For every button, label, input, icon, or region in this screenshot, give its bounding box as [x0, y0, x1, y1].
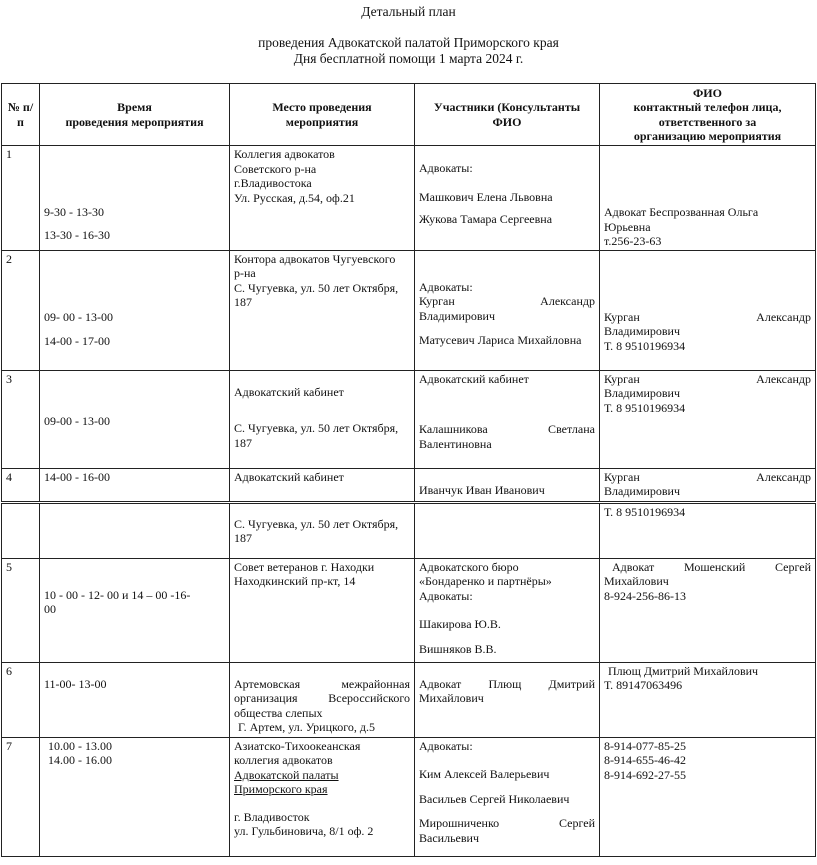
place-line: Адвокатский кабинет	[234, 384, 344, 399]
row-contact	[600, 146, 816, 251]
place-line: С. Чугуевка, ул. 50 лет Октября,	[234, 516, 399, 531]
contact-line: Курган Александр	[604, 371, 811, 386]
row-participants	[415, 146, 600, 251]
table-row	[2, 558, 816, 662]
place-line: С. Чугуевка, ул. 50 лет Октября,	[234, 421, 399, 435]
contact-phone: Т. 8 9510196934	[604, 504, 686, 519]
participants-heading: Адвокатского бюро	[419, 559, 519, 574]
contact-line: Владимирович	[604, 324, 680, 338]
participant-name: Васильев Сергей Николаевич	[419, 791, 570, 806]
header-time-line: Время	[117, 100, 152, 114]
header-num	[2, 84, 40, 146]
row-place	[230, 502, 415, 558]
row-num: 2	[2, 250, 40, 370]
participant-name: Шакирова Ю.В.	[419, 617, 501, 631]
participant-name: Калашникова Светлана	[419, 422, 595, 436]
row-contact	[600, 250, 816, 370]
row-num: 7	[2, 737, 40, 856]
place-line: общества слепых	[234, 705, 323, 720]
row-place	[230, 558, 415, 662]
row-time	[40, 250, 230, 370]
place-line: Контора адвокатов Чугуевского	[234, 251, 396, 266]
document-title: Детальный план	[361, 4, 456, 19]
row-place	[230, 737, 415, 856]
row-time	[40, 662, 230, 737]
contact-line: Адвокат Беспрозванная Ольга	[604, 205, 759, 219]
row-num: 1	[2, 146, 40, 251]
place-line: организация Всероссийского	[234, 691, 410, 705]
time-slot: 14-00 - 17-00	[44, 334, 110, 348]
header-contact-line: контактный телефон лица,	[633, 100, 782, 114]
place-line: С. Чугуевка, ул. 50 лет Октября,	[234, 280, 399, 295]
participant-name: Матусевич Лариса Михайловна	[419, 333, 582, 347]
table-row	[2, 737, 816, 856]
contact-phone: 8-914-692-27-55	[604, 767, 686, 782]
place-line: 187	[234, 531, 252, 545]
time-slot: 09-00 - 13-00	[44, 413, 110, 428]
participant-name: Вишняков В.В.	[419, 641, 497, 656]
place-line: г.Владивостока	[234, 176, 312, 190]
row-participants	[415, 250, 600, 370]
time-slot: 10.00 - 13.00	[48, 738, 112, 753]
row-num	[2, 502, 40, 558]
place-line: ул. Гульбиновича, 8/1 оф. 2	[234, 824, 374, 838]
row-participants	[415, 370, 600, 468]
contact-line: Владимирович	[604, 484, 680, 498]
row-time	[40, 737, 230, 856]
document-subtitle-1: проведения Адвокатской палатой Приморского края	[258, 35, 559, 50]
time-slot: 9-30 - 13-30	[44, 205, 104, 219]
participant-name: Адвокат Плющ Дмитрий	[419, 676, 595, 691]
row-participants	[415, 737, 600, 856]
contact-phone: Т. 89147063496	[604, 678, 683, 692]
contact-phone: 8-914-655-46-42	[604, 753, 686, 767]
document-subtitle-2: Дня бесплатной помощи 1 марта 2024 г.	[293, 51, 524, 66]
contact-line: Курган Александр	[604, 469, 811, 484]
table-row	[2, 250, 816, 370]
place-line: Приморского края	[234, 782, 328, 796]
time-slot: 14.00 - 16.00	[48, 753, 112, 767]
row-participants	[415, 662, 600, 737]
place-line: Азиатско-Тихоокеанская	[234, 738, 361, 753]
table-header-row	[2, 84, 816, 146]
row-time	[40, 502, 230, 558]
row-time	[40, 558, 230, 662]
contact-line: Плющ Дмитрий Михайлович	[608, 663, 759, 678]
place-line: Находкинский пр-кт, 14	[234, 574, 356, 588]
place-line: Коллегия адвокатов	[234, 147, 335, 161]
row-contact	[600, 502, 816, 558]
row-participants	[415, 468, 600, 502]
contact-line: Юрьевна	[604, 219, 651, 234]
place-line: г. Владивосток	[234, 809, 310, 824]
participant-name: Валентиновна	[419, 436, 492, 451]
participant-name: Курган Александр	[419, 294, 595, 308]
participants-heading: Адвокаты:	[419, 279, 473, 294]
row-time	[40, 370, 230, 468]
contact-line: Владимирович	[604, 386, 680, 400]
contact-line: Адвокат Мошенский Сергей	[612, 559, 811, 574]
header-participants	[415, 84, 600, 146]
row-place: Адвокатский кабинет	[230, 468, 415, 502]
place-line: 187	[234, 435, 252, 450]
participant-name: Мирошниченко Сергей	[419, 816, 595, 830]
contact-line: Курган Александр	[604, 309, 811, 324]
contact-phone: Т. 8 9510196934	[604, 338, 686, 353]
header-contact-line: ответственного за	[658, 114, 757, 129]
time-slot: 13-30 - 16-30	[44, 227, 110, 242]
header-contact-line: организацию мероприятия	[633, 129, 782, 143]
participant-name: Машкович Елена Львовна	[419, 189, 553, 204]
header-place-line: мероприятия	[285, 114, 359, 129]
header-place	[230, 84, 415, 146]
participant-name: Ким Алексей Валерьевич	[419, 767, 550, 781]
header-contact	[600, 84, 816, 146]
row-num: 4	[2, 468, 40, 502]
contact-phone: т.256-23-63	[604, 234, 662, 248]
place-line: р-на	[234, 266, 256, 280]
row-place	[230, 146, 415, 251]
header-contact-line: ФИО	[693, 85, 722, 100]
header-time-line: проведения мероприятия	[65, 114, 204, 129]
place-line: Совет ветеранов г. Находки	[234, 559, 375, 574]
row-num: 6	[2, 662, 40, 737]
place-line: 187	[234, 295, 252, 309]
time-slot: 00	[44, 602, 56, 616]
row-contact	[600, 370, 816, 468]
row-contact	[600, 662, 816, 737]
place-line: коллегия адвокатов	[234, 753, 333, 767]
row-participants	[415, 558, 600, 662]
row-participants	[415, 502, 600, 558]
table-row	[2, 370, 816, 468]
participant-name: Васильевич	[419, 830, 479, 845]
time-slot: 11-00- 13-00	[44, 676, 107, 691]
place-line: Г. Артем, ул. Урицкого, д.5	[238, 720, 375, 734]
row-num: 5	[2, 558, 40, 662]
participants-heading: «Бондаренко и партнёры»	[419, 574, 552, 588]
header-participants-line: ФИО	[492, 114, 522, 129]
participant-name: Михайлович	[419, 691, 484, 705]
participant-name: Владимирович	[419, 308, 495, 323]
time-slot: 10 - 00 - 12- 00 и 14 – 00 -16-	[44, 587, 191, 602]
participants-heading: Адвокатский кабинет	[419, 371, 529, 386]
row-num: 3	[2, 370, 40, 468]
row-contact	[600, 558, 816, 662]
row-place	[230, 250, 415, 370]
table-row	[2, 662, 816, 737]
row-contact	[600, 468, 816, 502]
table-row	[2, 468, 816, 502]
place-line: Адвокатской палаты	[234, 767, 339, 782]
place-line: Ул. Русская, д.54, оф.21	[234, 190, 355, 205]
time-slot: 09- 00 - 13-00	[44, 309, 113, 324]
contact-phone: 8-914-077-85-25	[604, 738, 686, 753]
table-row	[2, 146, 816, 251]
contact-line: Михайлович	[604, 574, 669, 588]
participants-heading: Адвокаты:	[419, 161, 473, 175]
contact-phone: 8-924-256-86-13	[604, 588, 686, 603]
header-time	[40, 84, 230, 146]
row-time: 14-00 - 16-00	[40, 468, 230, 502]
table-row-continuation	[2, 502, 816, 558]
header-place-line: Место проведения	[272, 100, 372, 114]
participants-heading: Адвокаты:	[419, 588, 473, 603]
row-place	[230, 662, 415, 737]
contact-phone: Т. 8 9510196934	[604, 400, 686, 415]
participants-heading: Адвокаты:	[419, 738, 473, 753]
participant-name: Иванчук Иван Иванович	[419, 482, 545, 497]
header-participants-line: Участники (Консультанты	[433, 100, 581, 114]
row-place	[230, 370, 415, 468]
row-time	[40, 146, 230, 251]
schedule-table	[1, 83, 816, 857]
participant-name: Жукова Тамара Сергеевна	[419, 212, 553, 226]
place-line: Артемовская межрайонная	[234, 676, 410, 691]
place-line: Советского р-на	[234, 161, 317, 176]
header-num-text: № п/п	[7, 100, 34, 129]
row-contact	[600, 737, 816, 856]
